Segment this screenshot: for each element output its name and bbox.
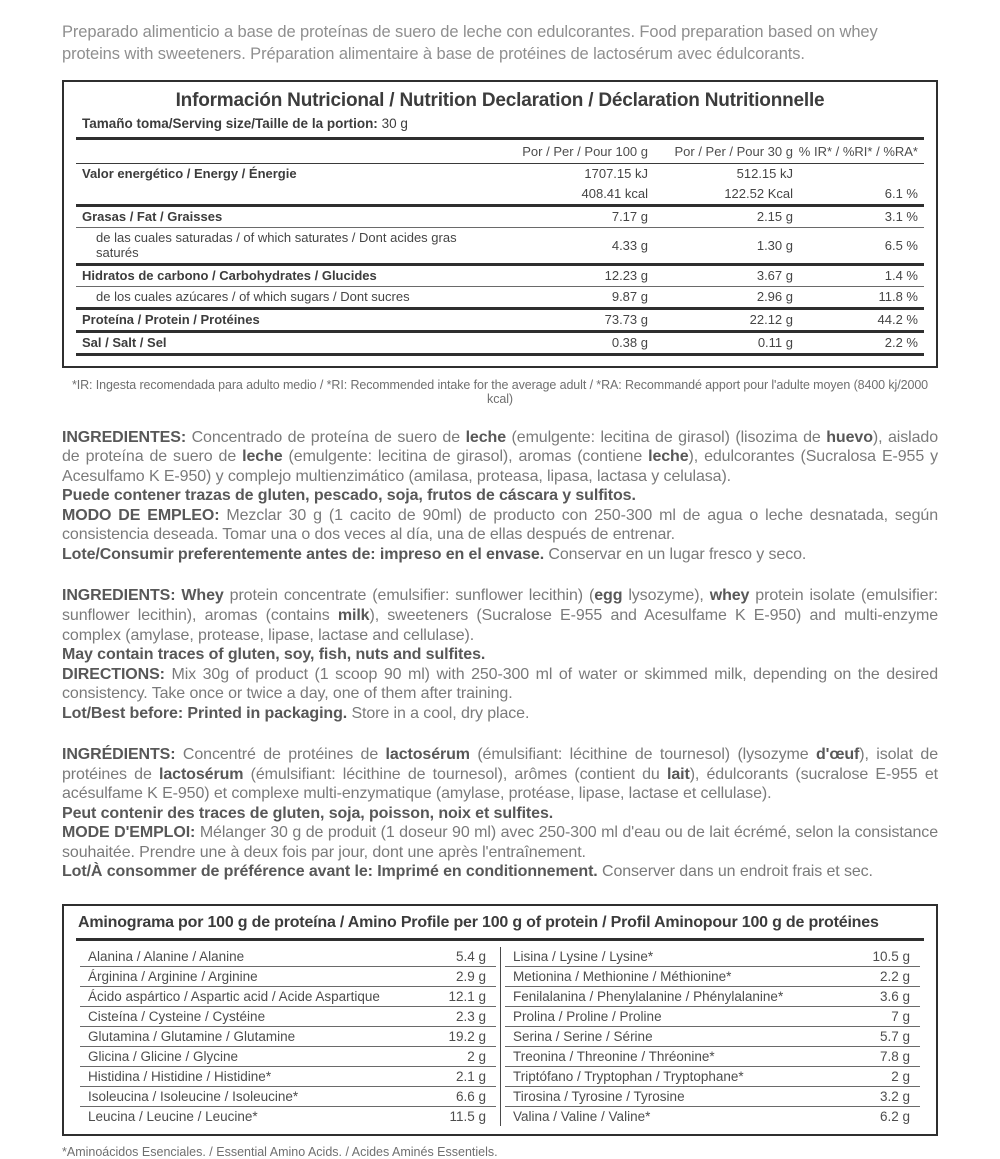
label-paragraph: INGREDIENTES: Concentrado de proteína de suero de leche (emulgente: lecitina de girasol) (lisozima de huevo), aislado de proteína de suero de leche (emulgente: lecitina de girasol), aromas (contiene leche), edulcorantes (Sucralosa E-955 y Acesulfamo K E-950) y complejo multienzimático (amilasa, proteasa, lipasa, lactasa y celulasa). <box>62 428 939 485</box>
amino-value: 2.9 g <box>455 968 486 984</box>
label-paragraph: MODE D'EMPLOI: Mélanger 30 g de produit (1 doseur 90 ml) avec 250-300 ml d'eau ou de lait écrémé, selon la consistance souhaitée. Prendre une à deux fois par jour, dont une après l'entraînement. <box>62 824 938 861</box>
amino-name: Triptófano / Tryptophan / Tryptophane* <box>513 1068 744 1084</box>
table-row <box>76 330 924 356</box>
row-value: 1.4 % <box>884 268 918 284</box>
row-label: de los cuales azúcares / of which sugars / Dont sucres <box>96 289 410 305</box>
serving-size-line <box>76 115 924 137</box>
row-value: 0.38 g <box>611 335 648 351</box>
nutrition-table-header-row <box>76 140 924 164</box>
amino-value: 19.2 g <box>448 1028 486 1044</box>
row-value: 22.12 g <box>749 312 793 328</box>
amino-profile-table <box>62 904 938 1136</box>
nutrition-facts-table <box>62 80 938 368</box>
table-row <box>76 286 924 307</box>
amino-row <box>80 1047 496 1067</box>
ingredients-block-spanish <box>62 428 938 565</box>
amino-name: Serina / Serine / Sérine <box>513 1028 653 1044</box>
amino-row <box>80 1007 496 1027</box>
reference-intake-footnote: *IR: Ingesta recomendada para adulto medio / *RI: Recommended intake for the average adult / *RA: Recommandé apport pour l'adulte moyen (8400 kj/2000 kcal) <box>71 377 929 406</box>
row-value: 4.33 g <box>611 237 648 253</box>
amino-name: Glicina / Glicine / Glycine <box>88 1048 239 1064</box>
amino-value: 5.4 g <box>455 948 486 964</box>
amino-value: 6.6 g <box>455 1088 486 1104</box>
serving-size-value: 30 g <box>381 115 408 131</box>
amino-name: Ácido aspártico / Aspartic acid / Acide Aspartique <box>88 988 380 1004</box>
amino-row <box>505 987 920 1007</box>
label-paragraph: May contain traces of gluten, soy, fish, nuts and sulfites. <box>62 646 486 664</box>
amino-column-left <box>76 947 500 1126</box>
row-label: Proteína / Protein / Protéines <box>82 312 260 328</box>
nutrition-table-title: Información Nutricional / Nutrition Declaration / Déclaration Nutritionnelle <box>175 89 825 111</box>
table-row <box>76 227 924 263</box>
product-description: Preparado alimenticio a base de proteínas de suero de leche con edulcorantes. Food preparation based on whey proteins with sweeteners. Préparation alimentaire à base de protéines de lactosérum avec édulcorants. <box>62 23 878 63</box>
amino-row <box>80 947 496 967</box>
amino-row <box>505 1067 920 1087</box>
amino-value: 10.5 g <box>872 948 910 964</box>
row-value: 0.11 g <box>757 335 793 351</box>
amino-name: Fenilalanina / Phenylalanine / Phénylalanine* <box>513 988 784 1004</box>
table-row <box>76 184 924 204</box>
amino-name: Tirosina / Tyrosine / Tyrosine <box>513 1088 685 1104</box>
amino-value: 3.2 g <box>879 1088 910 1104</box>
amino-row <box>505 1107 920 1126</box>
row-value: 1.30 g <box>756 237 793 253</box>
amino-value: 2 g <box>891 1068 910 1084</box>
label-paragraph: INGRÉDIENTS: Concentré de protéines de lactosérum (émulsifiant: lécithine de tournesol) (lysozyme d'œuf), isolat de protéines de lactosérum (émulsifiant: lécithine de tournesol), arômes (contient du lait), édulcorants (sucralose E-955 et acésulfame K E-950) et complexe multi-enzymatique (amylase, protéase, lipase, lactase et cellulase). <box>62 746 938 803</box>
amino-value: 2.1 g <box>455 1068 486 1084</box>
amino-name: Prolina / Proline / Proline <box>513 1008 662 1024</box>
row-label: Valor energético / Energy / Énergie <box>82 166 297 182</box>
row-value: 408.41 kcal <box>581 186 648 202</box>
table-row <box>76 204 924 227</box>
amino-column-right <box>500 947 924 1126</box>
amino-name: Isoleucina / Isoleucine / Isoleucine* <box>88 1088 299 1104</box>
amino-name: Alanina / Alanine / Alanine <box>88 948 245 964</box>
essential-amino-footnote: *Aminoácidos Esenciales. / Essential Amino Acids. / Acides Aminés Essentiels. <box>62 1144 498 1159</box>
header-per-30g: Por / Per / Pour 30 g <box>674 143 793 159</box>
amino-value: 7 g <box>891 1008 910 1024</box>
label-paragraph: Puede contener trazas de gluten, pescado, soja, frutos de cáscara y sulfitos. <box>62 487 636 505</box>
amino-name: Árginina / Arginine / Arginine <box>88 968 258 984</box>
row-value: 73.73 g <box>604 312 648 328</box>
row-value: 6.5 % <box>884 237 918 253</box>
table-row <box>76 307 924 330</box>
amino-value: 6.2 g <box>879 1108 910 1124</box>
amino-row <box>80 1027 496 1047</box>
row-value: 2.2 % <box>884 335 918 351</box>
amino-table-columns <box>76 938 924 1134</box>
row-value: 12.23 g <box>604 268 648 284</box>
amino-table-title: Aminograma por 100 g de proteína / Amino Profile per 100 g of protein / Profil Aminopour 100 g de protéines <box>78 913 879 931</box>
amino-row <box>505 1087 920 1107</box>
amino-row <box>505 1047 920 1067</box>
amino-name: Metionina / Methionine / Méthionine* <box>513 968 732 984</box>
amino-value: 7.8 g <box>879 1048 910 1064</box>
amino-row <box>505 967 920 987</box>
amino-row <box>505 1027 920 1047</box>
amino-value: 12.1 g <box>448 988 486 1004</box>
label-paragraph: Lot/À consommer de préférence avant le: Imprimé en conditionnement. Conserver dans un endroit frais et sec. <box>62 863 873 881</box>
serving-size-label: Tamaño toma/Serving size/Taille de la portion: <box>82 115 378 131</box>
amino-value: 2.2 g <box>879 968 910 984</box>
amino-row <box>505 947 920 967</box>
header-per-100g: Por / Per / Pour 100 g <box>522 143 648 159</box>
amino-row <box>505 1007 920 1027</box>
row-value: 3.1 % <box>884 209 918 225</box>
label-paragraph: Lote/Consumir preferentemente antes de: impreso en el envase. Conservar en un lugar fresco y seco. <box>62 545 807 563</box>
row-label: Grasas / Fat / Graisses <box>82 209 223 225</box>
table-row <box>76 164 924 184</box>
amino-name: Valina / Valine / Valine* <box>513 1108 651 1124</box>
label-paragraph: DIRECTIONS: Mix 30g of product (1 scoop 90 ml) with 250-300 ml of water or skimmed milk, depending on the desired consistency. Take once or twice a day, one of them after training. <box>62 665 939 703</box>
amino-name: Glutamina / Glutamine / Glutamine <box>88 1028 296 1044</box>
ingredients-block-english <box>62 586 938 723</box>
amino-name: Histidina / Histidine / Histidine* <box>88 1068 272 1084</box>
amino-row <box>80 967 496 987</box>
row-value: 6.1 % <box>884 186 918 202</box>
row-label: de las cuales saturadas / of which saturates / Dont acides gras saturés <box>96 230 457 261</box>
amino-value: 2 g <box>467 1048 486 1064</box>
label-paragraph: Lot/Best before: Printed in packaging. Store in a cool, dry place. <box>62 704 530 722</box>
amino-name: Cisteína / Cysteine / Cystéine <box>88 1008 266 1024</box>
row-value: 7.17 g <box>611 209 648 225</box>
row-label: Sal / Salt / Sel <box>82 335 167 351</box>
amino-row <box>80 1107 496 1126</box>
amino-row <box>80 1087 496 1107</box>
amino-name: Lisina / Lysine / Lysine* <box>513 948 654 964</box>
row-label: Hidratos de carbono / Carbohydrates / Glucides <box>82 268 377 284</box>
amino-row <box>80 1067 496 1087</box>
row-value: 3.67 g <box>756 268 793 284</box>
row-value: 9.87 g <box>611 289 648 305</box>
table-row <box>76 263 924 286</box>
label-paragraph: INGREDIENTS: Whey protein concentrate (emulsifier: sunflower lecithin) (egg lysozyme), whey protein isolate (emulsifier: sunflower lecithin), aromas (contains milk), sweeteners (Sucralose E-955 and Acesulfame K E-950) and multi-enzyme complex (amylase, protease, lipase, lactase and cellulase). <box>62 587 939 644</box>
label-paragraph: MODO DE EMPLEO: Mezclar 30 g (1 cacito de 90ml) de producto con 250-300 ml de agua o leche desnatada, según consistencia deseada. Tomar una o dos veces al día, una de ellas después de entrenar. <box>62 506 938 544</box>
row-value: 2.15 g <box>756 209 793 225</box>
amino-value: 2.3 g <box>455 1008 486 1024</box>
amino-value: 5.7 g <box>879 1028 910 1044</box>
row-value: 11.8 % <box>878 289 918 305</box>
nutrition-table-grid <box>76 137 924 356</box>
ingredients-block-french <box>62 745 938 882</box>
row-value: 44.2 % <box>877 312 918 328</box>
amino-name: Treonina / Threonine / Thréonine* <box>513 1048 715 1064</box>
amino-name: Leucina / Leucine / Leucine* <box>88 1108 258 1124</box>
amino-row <box>80 987 496 1007</box>
amino-value: 11.5 g <box>449 1108 486 1124</box>
row-value: 512.15 kJ <box>736 166 793 182</box>
row-value: 122.52 Kcal <box>724 186 793 202</box>
amino-value: 3.6 g <box>879 988 910 1004</box>
header-ri-percent: % IR* / %RI* / %RA* <box>798 143 918 159</box>
row-value: 1707.15 kJ <box>584 166 648 182</box>
row-value: 2.96 g <box>756 289 793 305</box>
label-paragraph: Peut contenir des traces de gluten, soja, poisson, noix et sulfites. <box>62 804 554 822</box>
